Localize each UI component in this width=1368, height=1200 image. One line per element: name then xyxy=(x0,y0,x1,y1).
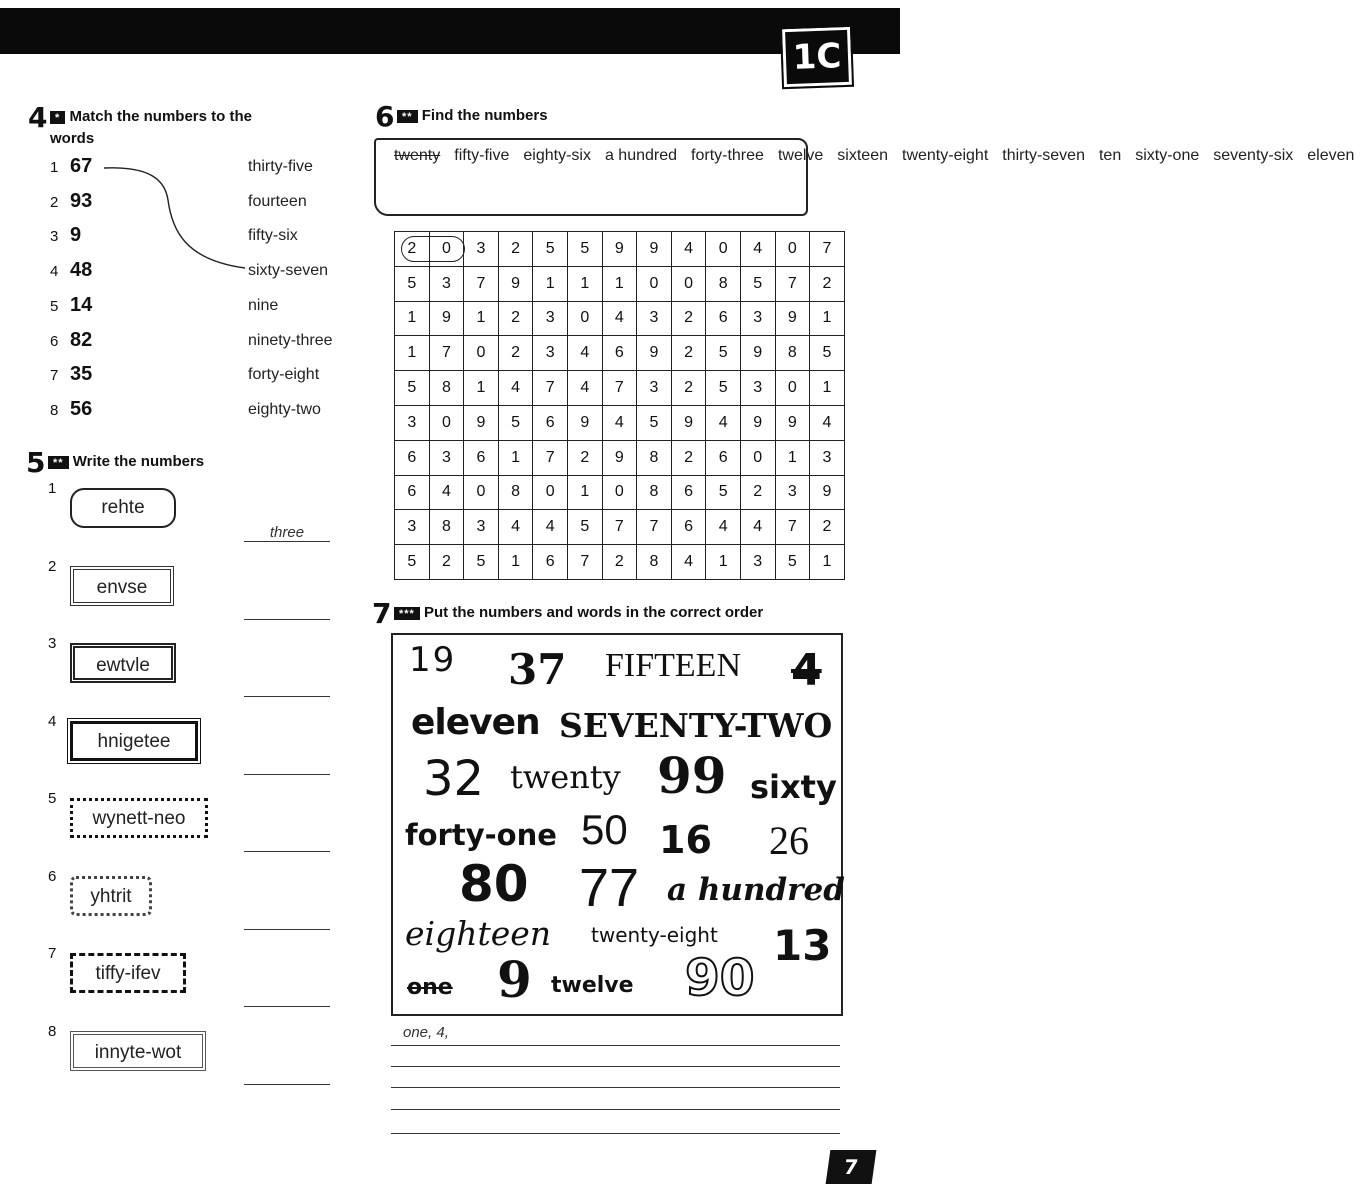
grid-cell[interactable]: 3 xyxy=(533,336,568,371)
match-index: 1 xyxy=(50,159,59,176)
grid-cell[interactable]: 8 xyxy=(429,371,464,406)
answer-field[interactable] xyxy=(244,602,330,620)
grid-cell[interactable]: 7 xyxy=(810,232,845,267)
exercise-4-title-text-2: words xyxy=(50,130,95,147)
exercise-4-number: 4 xyxy=(28,101,48,134)
grid-cell[interactable]: 0 xyxy=(429,232,464,267)
grid-cell[interactable]: 7 xyxy=(429,336,464,371)
difficulty-stars: * xyxy=(50,111,65,124)
collage-item: 13 xyxy=(773,921,832,970)
grid-cell[interactable]: 2 xyxy=(740,475,775,510)
grid-cell[interactable]: 6 xyxy=(706,301,741,336)
match-word[interactable]: eighty-two xyxy=(248,400,321,418)
grid-cell[interactable]: 2 xyxy=(498,232,533,267)
match-word[interactable]: ninety-three xyxy=(248,331,333,349)
grid-cell[interactable]: 5 xyxy=(706,475,741,510)
grid-cell[interactable]: 6 xyxy=(671,510,706,545)
grid-cell[interactable]: 8 xyxy=(429,510,464,545)
grid-row xyxy=(395,475,845,510)
word-bank-item: a hundred xyxy=(604,147,678,164)
word-bank-item: seventy-six xyxy=(1213,147,1294,164)
match-index: 5 xyxy=(50,297,59,315)
collage-item: 19 xyxy=(409,640,457,680)
collage-item: FIFTEEN xyxy=(605,647,741,684)
grid-cell[interactable]: 9 xyxy=(602,232,637,267)
exercise-5-title xyxy=(48,451,204,473)
grid-cell[interactable]: 3 xyxy=(464,232,499,267)
match-number: 48 xyxy=(70,259,93,282)
match-row xyxy=(50,363,350,391)
grid-cell[interactable]: 8 xyxy=(706,266,741,301)
match-number: 67 xyxy=(70,155,93,177)
grid-cell[interactable]: 6 xyxy=(533,545,568,580)
match-number: 14 xyxy=(70,293,93,316)
grid-cell[interactable]: 0 xyxy=(775,232,810,267)
grid-cell[interactable]: 7 xyxy=(637,510,672,545)
exercise-5-title-text: Write the numbers xyxy=(72,453,205,470)
grid-cell[interactable]: 7 xyxy=(464,266,499,301)
match-number: 9 xyxy=(70,224,82,247)
grid-cell[interactable]: 6 xyxy=(671,475,706,510)
word-bank-item: sixty-one xyxy=(1135,147,1200,164)
match-index: 8 xyxy=(50,401,59,419)
exercise-6-number: 6 xyxy=(375,100,395,133)
word-bank-item: twenty-eight xyxy=(902,147,989,164)
write-index: 8 xyxy=(48,1022,57,1040)
grid-cell[interactable]: 2 xyxy=(429,545,464,580)
grid-row xyxy=(395,405,845,440)
grid-cell[interactable]: 7 xyxy=(775,266,810,301)
grid-cell[interactable]: 2 xyxy=(810,510,845,545)
word-bank-item: sixteen xyxy=(837,147,888,164)
grid-cell[interactable]: 2 xyxy=(498,301,533,336)
grid-cell[interactable]: 5 xyxy=(567,232,602,267)
grid-cell[interactable]: 1 xyxy=(810,301,845,336)
collage-item: eighteen xyxy=(405,914,552,953)
grid-cell[interactable]: 7 xyxy=(533,440,568,475)
answer-field[interactable] xyxy=(244,912,330,930)
answer-field[interactable] xyxy=(244,1067,330,1085)
grid-row xyxy=(395,510,845,545)
match-index: 7 xyxy=(50,367,59,385)
grid-cell[interactable]: 2 xyxy=(671,336,706,371)
word-bank-item: eleven xyxy=(1307,147,1355,164)
collage-item: twelve xyxy=(551,973,634,998)
grid-cell[interactable]: 3 xyxy=(740,545,775,580)
answer-field[interactable] xyxy=(244,834,330,852)
write-index: 2 xyxy=(48,557,57,575)
grid-cell[interactable]: 7 xyxy=(602,510,637,545)
grid-cell[interactable]: 5 xyxy=(395,371,430,406)
grid-cell[interactable]: 4 xyxy=(706,510,741,545)
grid-cell[interactable]: 5 xyxy=(637,405,672,440)
grid-cell[interactable]: 1 xyxy=(810,371,845,406)
grid-cell[interactable]: 9 xyxy=(810,475,845,510)
match-word[interactable]: fifty-six xyxy=(248,227,298,245)
grid-cell[interactable]: 0 xyxy=(429,405,464,440)
grid-cell[interactable]: 9 xyxy=(740,336,775,371)
grid-cell[interactable]: 6 xyxy=(395,475,430,510)
grid-cell[interactable]: 4 xyxy=(429,475,464,510)
grid-cell[interactable]: 6 xyxy=(706,440,741,475)
collage-item: 26 xyxy=(769,818,809,863)
exercise-6-title-text: Find the numbers xyxy=(421,107,548,124)
number-word-collage xyxy=(391,633,843,1016)
scrambled-word-box: ewtvle xyxy=(70,643,176,683)
grid-row xyxy=(395,266,845,301)
grid-cell[interactable]: 3 xyxy=(395,510,430,545)
grid-cell[interactable]: 0 xyxy=(464,475,499,510)
grid-cell[interactable]: 4 xyxy=(567,336,602,371)
word-bank-item: ten xyxy=(1098,147,1122,164)
grid-cell[interactable]: 3 xyxy=(810,440,845,475)
collage-item: forty-one xyxy=(405,818,557,852)
word-bank-item: fifty-five xyxy=(454,147,510,164)
exercise-7-number: 7 xyxy=(372,597,392,630)
write-row xyxy=(48,868,338,928)
grid-cell[interactable]: 3 xyxy=(429,440,464,475)
grid-cell[interactable]: 5 xyxy=(395,545,430,580)
grid-cell[interactable]: 5 xyxy=(464,545,499,580)
exercise-5-number: 5 xyxy=(26,446,46,479)
grid-cell[interactable]: 4 xyxy=(706,405,741,440)
grid-cell[interactable]: 4 xyxy=(740,510,775,545)
answer-field[interactable] xyxy=(244,679,330,697)
write-index: 4 xyxy=(48,712,57,730)
grid-cell[interactable]: 2 xyxy=(671,440,706,475)
grid-cell[interactable]: 1 xyxy=(464,371,499,406)
grid-cell[interactable]: 4 xyxy=(567,371,602,406)
page-number: 7 xyxy=(826,1150,877,1184)
grid-cell[interactable]: 1 xyxy=(706,545,741,580)
collage-item: twenty xyxy=(510,758,621,796)
match-number: 93 xyxy=(70,189,93,212)
answer-line[interactable] xyxy=(391,1112,840,1134)
write-index: 5 xyxy=(48,790,57,807)
answer-line[interactable] xyxy=(391,1066,840,1088)
grid-cell[interactable]: 2 xyxy=(395,232,430,267)
grid-cell[interactable]: 4 xyxy=(498,371,533,406)
collage-item: SEVENTY-TWO xyxy=(559,706,833,745)
match-word[interactable]: sixty-seven xyxy=(248,262,329,280)
match-word[interactable]: fourteen xyxy=(248,192,307,210)
write-row xyxy=(48,713,338,773)
word-bank-item: twelve xyxy=(777,147,824,164)
scrambled-word-box: rehte xyxy=(70,488,176,528)
collage-item: one xyxy=(407,975,453,1000)
grid-cell[interactable]: 1 xyxy=(775,440,810,475)
answer-line[interactable]: one, 4, xyxy=(391,1024,840,1046)
scrambled-word-box: hnigetee xyxy=(70,721,198,761)
scrambled-word-box: tiffy-ifev xyxy=(70,953,186,993)
unit-badge: 1C xyxy=(782,27,852,87)
grid-cell[interactable]: 1 xyxy=(395,336,430,371)
grid-cell[interactable]: 6 xyxy=(602,336,637,371)
grid-cell[interactable]: 9 xyxy=(671,405,706,440)
exercise-4-title-text: Match the numbers to the xyxy=(69,108,252,125)
grid-cell[interactable]: 0 xyxy=(464,336,499,371)
word-bank-item: twenty xyxy=(394,147,441,164)
match-index: 6 xyxy=(50,332,59,350)
grid-cell[interactable]: 7 xyxy=(567,545,602,580)
answer-line[interactable] xyxy=(391,1045,840,1067)
grid-cell[interactable]: 5 xyxy=(567,510,602,545)
collage-item: 37 xyxy=(508,645,567,694)
grid-cell[interactable]: 1 xyxy=(498,440,533,475)
grid-cell[interactable]: 9 xyxy=(775,301,810,336)
exercise-7-title-text: Put the numbers and words in the correct order xyxy=(424,604,764,621)
grid-cell[interactable]: 3 xyxy=(395,405,430,440)
grid-cell[interactable]: 8 xyxy=(637,475,672,510)
grid-cell[interactable]: 2 xyxy=(567,440,602,475)
match-number: 82 xyxy=(70,328,93,351)
collage-item: 50 xyxy=(581,806,628,853)
answer-field[interactable]: three xyxy=(244,524,330,542)
match-number: 35 xyxy=(70,363,93,386)
match-row xyxy=(50,329,350,357)
grid-cell[interactable]: 0 xyxy=(775,371,810,406)
grid-row xyxy=(395,440,845,475)
grid-cell[interactable]: 0 xyxy=(706,232,741,267)
number-search-grid xyxy=(394,231,845,580)
grid-cell[interactable]: 4 xyxy=(810,405,845,440)
collage-item: twenty-eight xyxy=(591,923,718,947)
grid-cell[interactable]: 3 xyxy=(740,301,775,336)
collage-item: 90 xyxy=(685,949,755,1007)
grid-cell[interactable]: 6 xyxy=(395,440,430,475)
grid-cell[interactable]: 9 xyxy=(775,405,810,440)
write-row xyxy=(48,558,338,618)
grid-cell[interactable]: 1 xyxy=(464,301,499,336)
write-index: 7 xyxy=(48,945,57,962)
grid-cell[interactable]: 2 xyxy=(671,371,706,406)
scrambled-word-box: envse xyxy=(70,566,174,606)
grid-row xyxy=(395,336,845,371)
exercise-7-title xyxy=(394,602,763,624)
match-word[interactable]: nine xyxy=(248,296,279,314)
match-number: 56 xyxy=(70,397,93,420)
grid-cell[interactable]: 4 xyxy=(740,232,775,267)
grid-cell[interactable]: 9 xyxy=(464,405,499,440)
collage-item: 16 xyxy=(659,818,712,862)
grid-cell[interactable]: 5 xyxy=(498,405,533,440)
grid-cell[interactable]: 3 xyxy=(429,266,464,301)
write-index: 6 xyxy=(48,867,57,885)
answer-line[interactable] xyxy=(391,1088,840,1110)
grid-cell[interactable]: 4 xyxy=(602,301,637,336)
grid-row xyxy=(395,545,845,580)
word-bank xyxy=(374,138,1355,216)
grid-cell[interactable]: 5 xyxy=(706,336,741,371)
match-word[interactable]: thirty-five xyxy=(248,158,313,175)
match-index: 4 xyxy=(50,263,59,281)
grid-cell[interactable]: 0 xyxy=(740,440,775,475)
grid-cell[interactable]: 4 xyxy=(671,545,706,580)
grid-cell[interactable]: 4 xyxy=(671,232,706,267)
grid-cell[interactable]: 5 xyxy=(706,371,741,406)
grid-cell[interactable]: 9 xyxy=(498,266,533,301)
collage-item: 9 xyxy=(497,950,532,1009)
grid-cell[interactable]: 5 xyxy=(775,545,810,580)
grid-cell[interactable]: 0 xyxy=(637,266,672,301)
collage-item: 77 xyxy=(579,858,640,918)
grid-cell[interactable]: 1 xyxy=(395,301,430,336)
collage-item: 99 xyxy=(657,746,727,805)
grid-cell[interactable]: 9 xyxy=(740,405,775,440)
grid-cell[interactable]: 3 xyxy=(533,301,568,336)
grid-cell[interactable]: 4 xyxy=(602,405,637,440)
grid-cell[interactable]: 3 xyxy=(464,510,499,545)
grid-cell[interactable]: 1 xyxy=(602,266,637,301)
grid-cell[interactable]: 2 xyxy=(810,266,845,301)
grid-cell[interactable]: 7 xyxy=(775,510,810,545)
write-row xyxy=(48,480,338,540)
grid-cell[interactable]: 4 xyxy=(498,510,533,545)
found-circle xyxy=(401,236,465,262)
exercise-6-title xyxy=(397,105,548,127)
grid-cell[interactable]: 1 xyxy=(498,545,533,580)
write-row xyxy=(48,945,338,1005)
grid-cell[interactable]: 5 xyxy=(740,266,775,301)
grid-cell[interactable]: 0 xyxy=(533,475,568,510)
grid-cell[interactable]: 5 xyxy=(810,336,845,371)
grid-cell[interactable]: 9 xyxy=(567,405,602,440)
grid-cell[interactable]: 9 xyxy=(637,232,672,267)
grid-cell[interactable]: 8 xyxy=(775,336,810,371)
grid-cell[interactable]: 1 xyxy=(567,475,602,510)
grid-cell[interactable]: 4 xyxy=(533,510,568,545)
scrambled-word-box: wynett-neo xyxy=(70,798,208,838)
grid-cell[interactable]: 2 xyxy=(602,545,637,580)
match-row xyxy=(50,398,350,426)
write-index: 3 xyxy=(48,635,57,652)
match-word[interactable]: forty-eight xyxy=(248,366,320,384)
grid-cell[interactable]: 2 xyxy=(498,336,533,371)
write-row xyxy=(48,790,338,850)
grid-cell[interactable]: 9 xyxy=(602,440,637,475)
grid-cell[interactable]: 6 xyxy=(464,440,499,475)
difficulty-stars: *** xyxy=(394,607,420,620)
grid-cell[interactable]: 5 xyxy=(395,266,430,301)
grid-cell[interactable]: 6 xyxy=(533,405,568,440)
grid-cell[interactable]: 7 xyxy=(533,371,568,406)
grid-cell[interactable]: 0 xyxy=(567,301,602,336)
grid-cell[interactable]: 8 xyxy=(498,475,533,510)
collage-item: eleven xyxy=(411,702,540,743)
write-index: 1 xyxy=(48,480,57,497)
word-bank-item: forty-three xyxy=(691,147,764,164)
grid-cell[interactable]: 1 xyxy=(533,266,568,301)
collage-item: a hundred xyxy=(667,872,845,908)
write-row xyxy=(48,1023,338,1083)
grid-cell[interactable]: 0 xyxy=(602,475,637,510)
match-index: 2 xyxy=(50,193,59,211)
grid-row xyxy=(395,371,845,406)
scrambled-word-box: innyte-wot xyxy=(70,1031,206,1071)
answer-field[interactable] xyxy=(244,757,330,775)
grid-cell[interactable]: 2 xyxy=(671,301,706,336)
answer-field[interactable] xyxy=(244,989,330,1007)
match-line xyxy=(0,0,360,300)
collage-item: sixty xyxy=(750,768,837,806)
grid-cell[interactable]: 3 xyxy=(637,301,672,336)
collage-item: 4 xyxy=(791,645,822,696)
grid-cell[interactable]: 3 xyxy=(637,371,672,406)
scrambled-word-box: yhtrit xyxy=(70,876,152,916)
difficulty-stars: ** xyxy=(48,456,69,469)
grid-cell[interactable]: 0 xyxy=(671,266,706,301)
grid-cell[interactable]: 5 xyxy=(533,232,568,267)
grid-cell[interactable]: 3 xyxy=(740,371,775,406)
grid-cell[interactable]: 8 xyxy=(637,545,672,580)
collage-item: 80 xyxy=(459,855,529,913)
write-row xyxy=(48,635,338,695)
grid-cell[interactable]: 1 xyxy=(567,266,602,301)
difficulty-stars: ** xyxy=(397,110,418,123)
grid-cell[interactable]: 1 xyxy=(810,545,845,580)
grid-row xyxy=(395,301,845,336)
grid-cell[interactable]: 3 xyxy=(775,475,810,510)
word-bank-item: thirty-seven xyxy=(1002,147,1085,164)
grid-cell[interactable]: 9 xyxy=(637,336,672,371)
grid-cell[interactable]: 8 xyxy=(637,440,672,475)
word-bank-item: eighty-six xyxy=(523,147,591,164)
collage-item: 32 xyxy=(423,751,485,807)
grid-cell[interactable]: 7 xyxy=(602,371,637,406)
match-index: 3 xyxy=(50,228,59,246)
grid-cell[interactable]: 9 xyxy=(429,301,464,336)
